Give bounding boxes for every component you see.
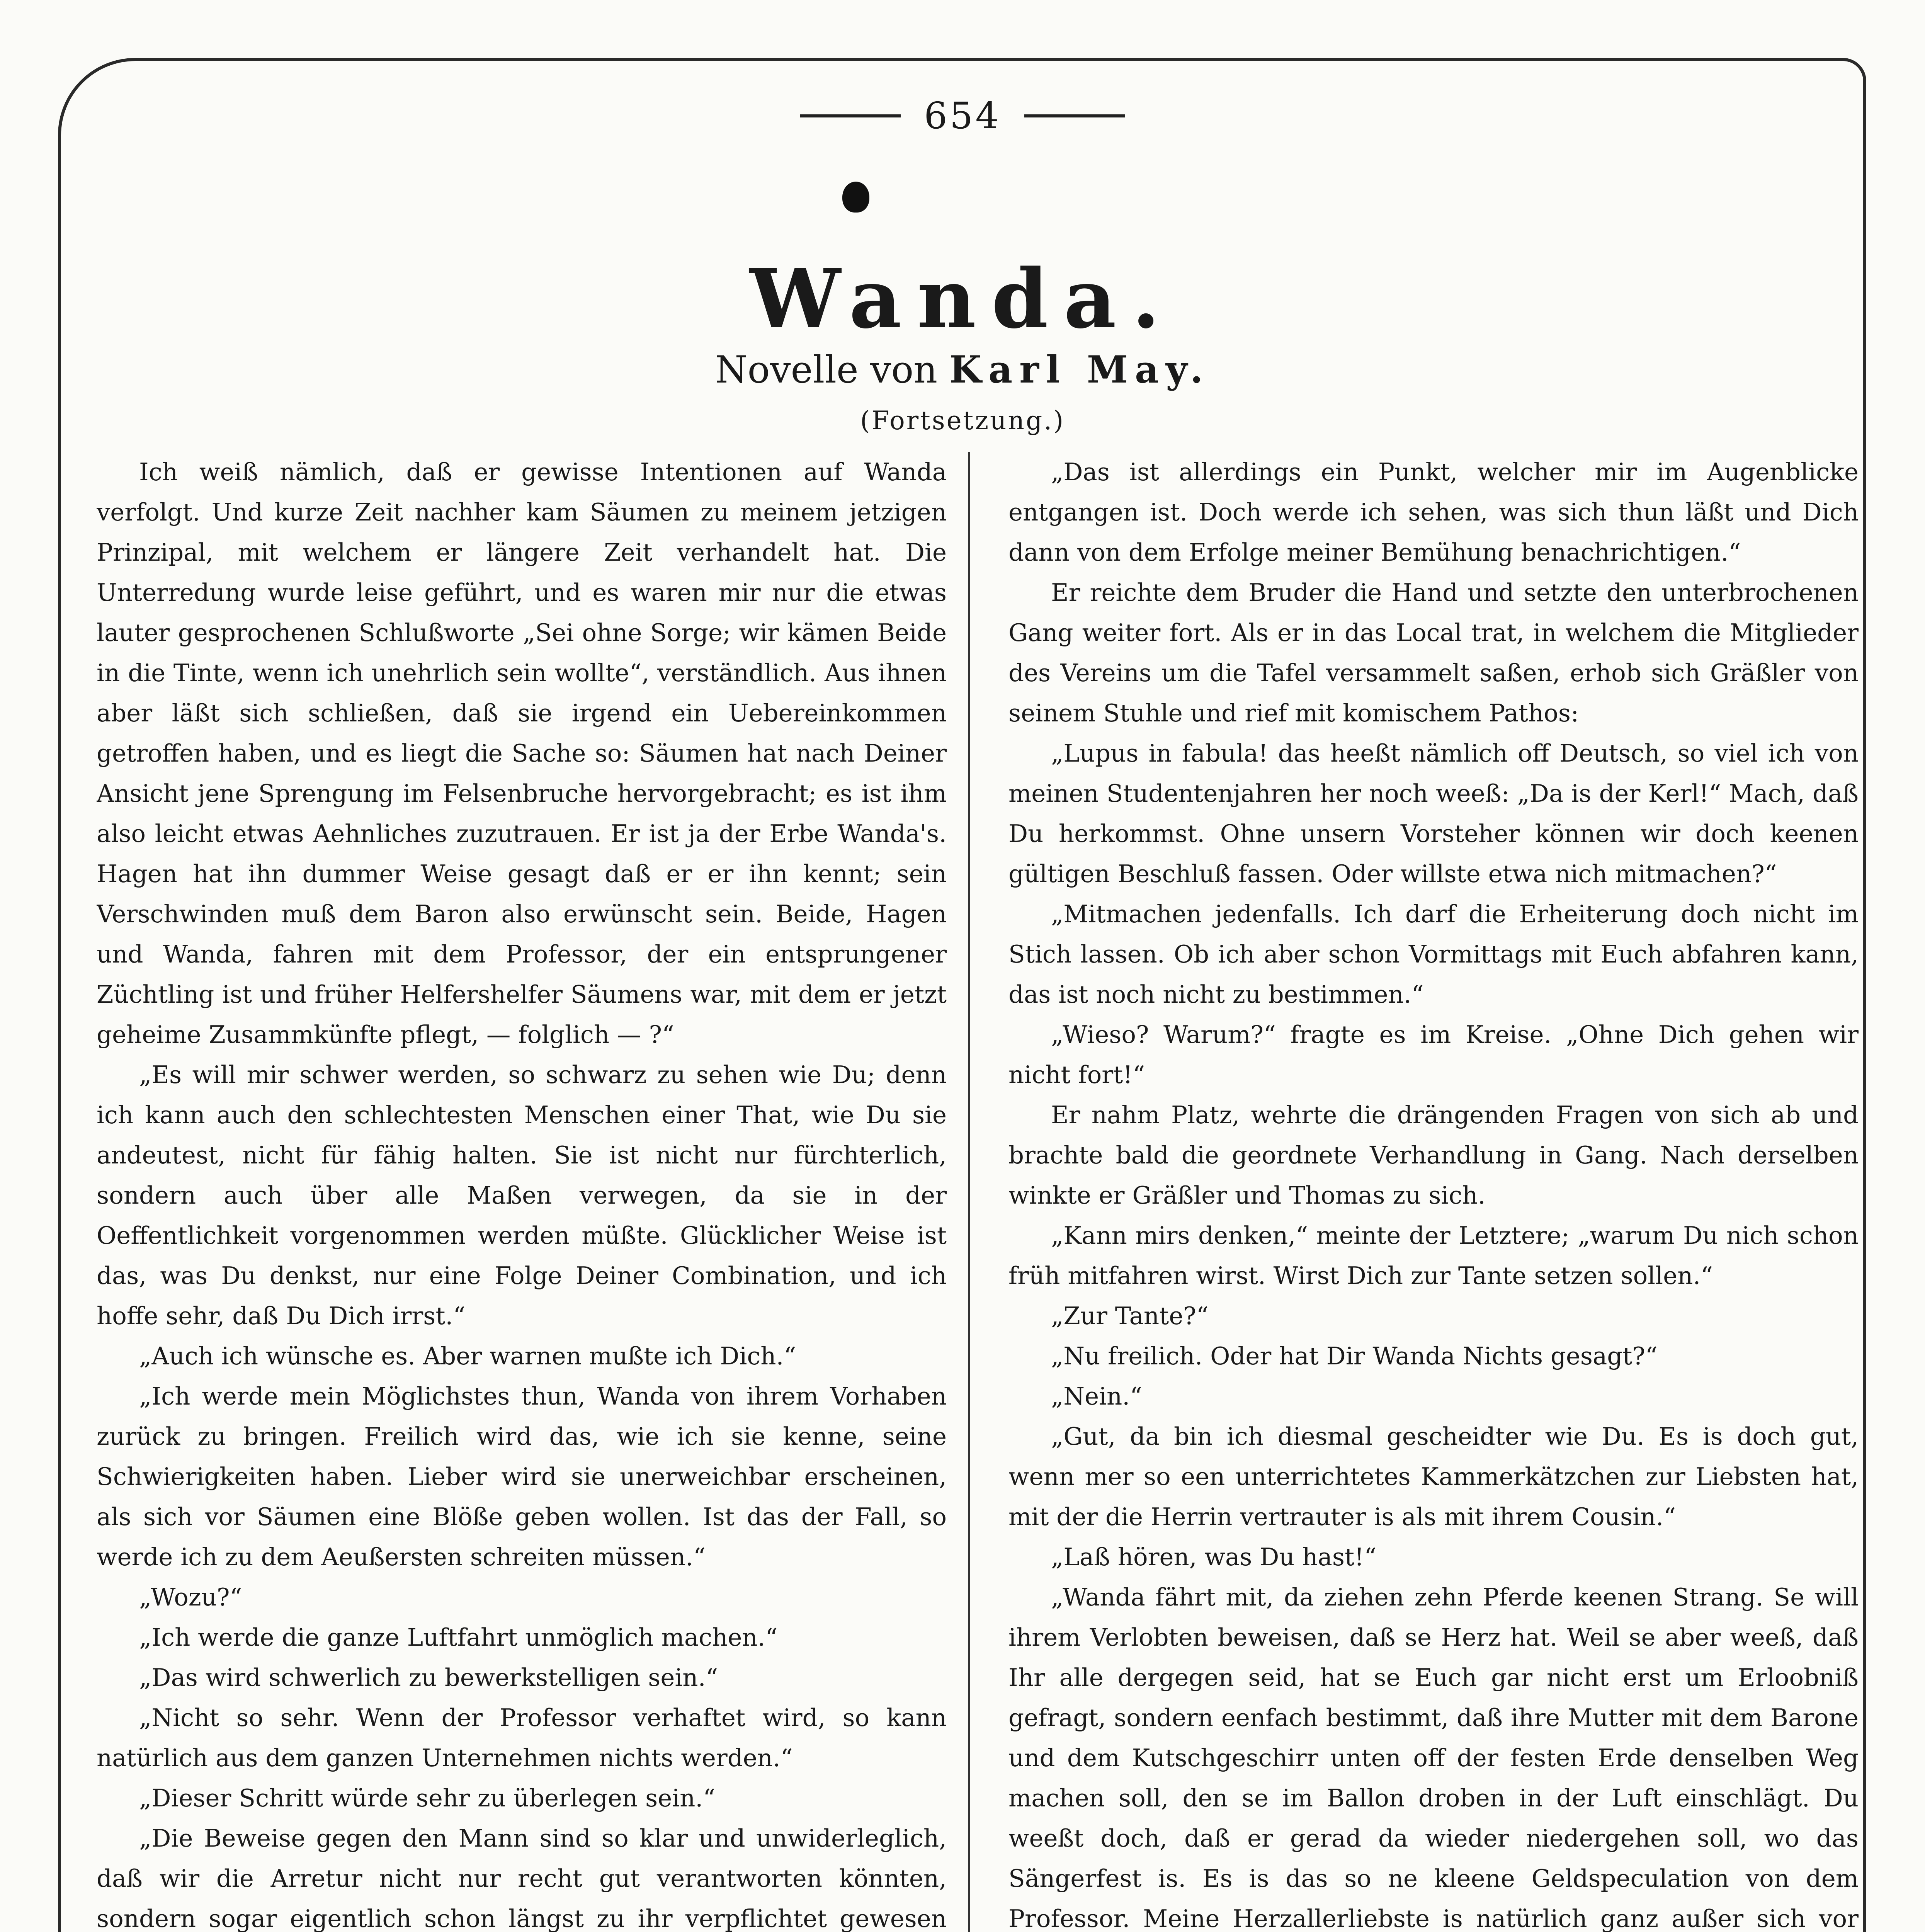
ink-blot [842,182,869,213]
page-number: 654 [924,95,1001,137]
page-header [0,89,1925,143]
paragraph: Er nahm Platz, wehrte die drängenden Fragen von sich ab und brachte bald die geordnete Verhandlung in Gang. Nach derselben winkte er Gräßler und Thomas zu sich. [1008,1101,1859,1209]
paragraph: „Nicht so sehr. Wenn der Professor verhaftet wird, so kann natürlich aus dem ganzen Unternehmen nichts werden.“ [97,1704,947,1772]
right-column [1008,452,1859,1932]
byline [0,348,1925,391]
paragraph: „Kann mirs denken,“ meinte der Letztere; „warum Du nich schon früh mitfahren wirst. Wirst Dich zur Tante setzen sollen.“ [1008,1221,1859,1290]
paragraph: „Das ist allerdings ein Punkt, welcher mir im Augenblicke entgangen ist. Doch werde ich sehen, was sich thun läßt und Dich dann von dem Erfolge meiner Bemühung benachrichtigen.“ [1008,458,1859,566]
paragraph: „Wozu?“ [139,1583,242,1611]
paragraph: „Laß hören, was Du hast!“ [1051,1543,1377,1571]
paragraph: „Auch ich wünsche es. Aber warnen mußte ich Dich.“ [139,1342,796,1370]
byline-prefix: Novelle von [715,348,938,391]
paragraph: „Wanda fährt mit, da ziehen zehn Pferde keenen Strang. Se will ihrem Verlobten beweisen, daß se Herz hat. Weil se aber weeß, daß Ihr alle dergegen seid, hat se Euch gar nicht erst um Erloobniß gefragt, sondern eenfach bestimmt, daß ihre Mutter mit dem Barone und dem Kutschgeschirr unten off der festen Erde denselben Weg machen soll, den se im Ballon droben in der Luft einschlägt. Du weeßt doch, daß er gerad da wieder niedergehen soll, wo das Sängerfest is. Es is das so ne kleene Geldspeculation von dem Professor. Meine Herzallerliebste is natürlich ganz außer sich vor [1008,1583,1859,1932]
paragraph: „Zur Tante?“ [1051,1302,1209,1330]
paragraph: „Nein.“ [1051,1382,1143,1410]
paragraph: „Dieser Schritt würde sehr zu überlegen sein.“ [139,1784,716,1812]
header-rule-right [1024,114,1125,117]
paragraph: „Ich werde mein Möglichstes thun, Wanda von ihrem Vorhaben zurück zu bringen. Freilich wird das, wie ich sie kenne, seine Schwierigkeiten haben. Lieber wird sie unerweichbar erscheinen, als sich vor Säumen eine Blöße geben wollen. Ist das der Fall, so werde ich zu dem Aeußersten schreiten müssen.“ [97,1382,947,1571]
paragraph: „Das wird schwerlich zu bewerkstelligen sein.“ [139,1663,718,1692]
paragraph: „Mitmachen jedenfalls. Ich darf die Erheiterung doch nicht im Stich lassen. Ob ich aber schon Vormittags mit Euch abfahren kann, das ist noch nicht zu bestimmen.“ [1008,900,1859,1009]
continuation-note: (Fortsetzung.) [860,406,1065,435]
paragraph: „Nu freilich. Oder hat Dir Wanda Nichts gesagt?“ [1051,1342,1658,1370]
column-divider [968,452,970,1932]
paragraph: „Die Beweise gegen den Mann sind so klar und unwiderleglich, daß wir die Arretur nicht nur recht gut verantworten könnten, sondern sogar eigentlich schon längst zu ihr verpflichtet gewesen [97,1824,947,1932]
paragraph: „Gut, da bin ich diesmal gescheidter wie Du. Es is doch gut, wenn mer so een unterrichtetes Kammerkätzchen zur Liebsten hat, mit der die Herrin vertrauter is als mit ihrem Cousin.“ [1008,1422,1859,1531]
paragraph: „Lupus in fabula! das heeßt nämlich off Deutsch, so viel ich von meinen Studentenjahren her noch weeß: „Da is der Kerl!“ Mach, daß Du herkommst. Ohne unsern Vorsteher können wir doch keenen gültigen Beschluß fassen. Oder willste etwa nich mitmachen?“ [1008,739,1859,888]
paragraph: „Es will mir schwer werden, so schwarz zu sehen wie Du; denn ich kann auch den schlechtesten Menschen einer That, wie Du sie andeutest, nicht für fähig halten. Sie ist nicht nur fürchterlich, sondern auch über alle Maßen verwegen, da sie in der Oeffentlichkeit vorgenommen werden müßte. Glücklicher Weise ist das, was Du denkst, nur eine Folge Deiner Combination, und ich hoffe sehr, daß Du Dich irrst.“ [97,1061,947,1330]
paragraph: Er reichte dem Bruder die Hand und setzte den unterbrochenen Gang weiter fort. Als er in das Local trat, in welchem die Mitglieder des Vereins um die Tafel versammelt saßen, erhob sich Gräßler von seinem Stuhle und rief mit komischem Pathos: [1008,578,1859,727]
paragraph: Ich weiß nämlich, daß er gewisse Intentionen auf Wanda verfolgt. Und kurze Zeit nachher kam Säumen zu meinem jetzigen Prinzipal, mit welchem er längere Zeit verhandelt hat. Die Unterredung wurde leise geführt, und es waren mir nur die etwas lauter gesprochenen Schlußworte „Sei ohne Sorge; wir kämen Beide in die Tinte, wenn ich unehrlich sein wollte“, verständlich. Aus ihnen aber läßt sich schließen, daß sie irgend ein Uebereinkommen getroffen haben, und es liegt die Sache so: Säumen hat nach Deiner Ansicht jene Sprengung im Felsenbruche hervorgebracht; es ist ihm also leicht etwas Aehnliches zuzutrauen. Er ist ja der Erbe Wanda's. Hagen hat ihn dummer Weise gesagt daß er er ihn kennt; sein Verschwinden muß dem Baron also erwünscht sein. Beide, Hagen und Wanda, fahren mit dem Professor, der ein entsprungener Züchtling ist und früher Helfershelfer Säumens war, mit dem er jetzt geheime Zusammkünfte pflegt, — folglich — ?“ [97,458,947,1049]
author-name: Karl May. [949,348,1210,391]
left-column [97,452,947,1932]
story-title: Wanda. [749,251,1176,347]
paragraph: „Ich werde die ganze Luftfahrt unmöglich machen.“ [139,1623,778,1651]
paragraph: „Wieso? Warum?“ fragte es im Kreise. „Ohne Dich gehen wir nicht fort!“ [1008,1020,1859,1089]
header-rule-left [800,114,901,117]
